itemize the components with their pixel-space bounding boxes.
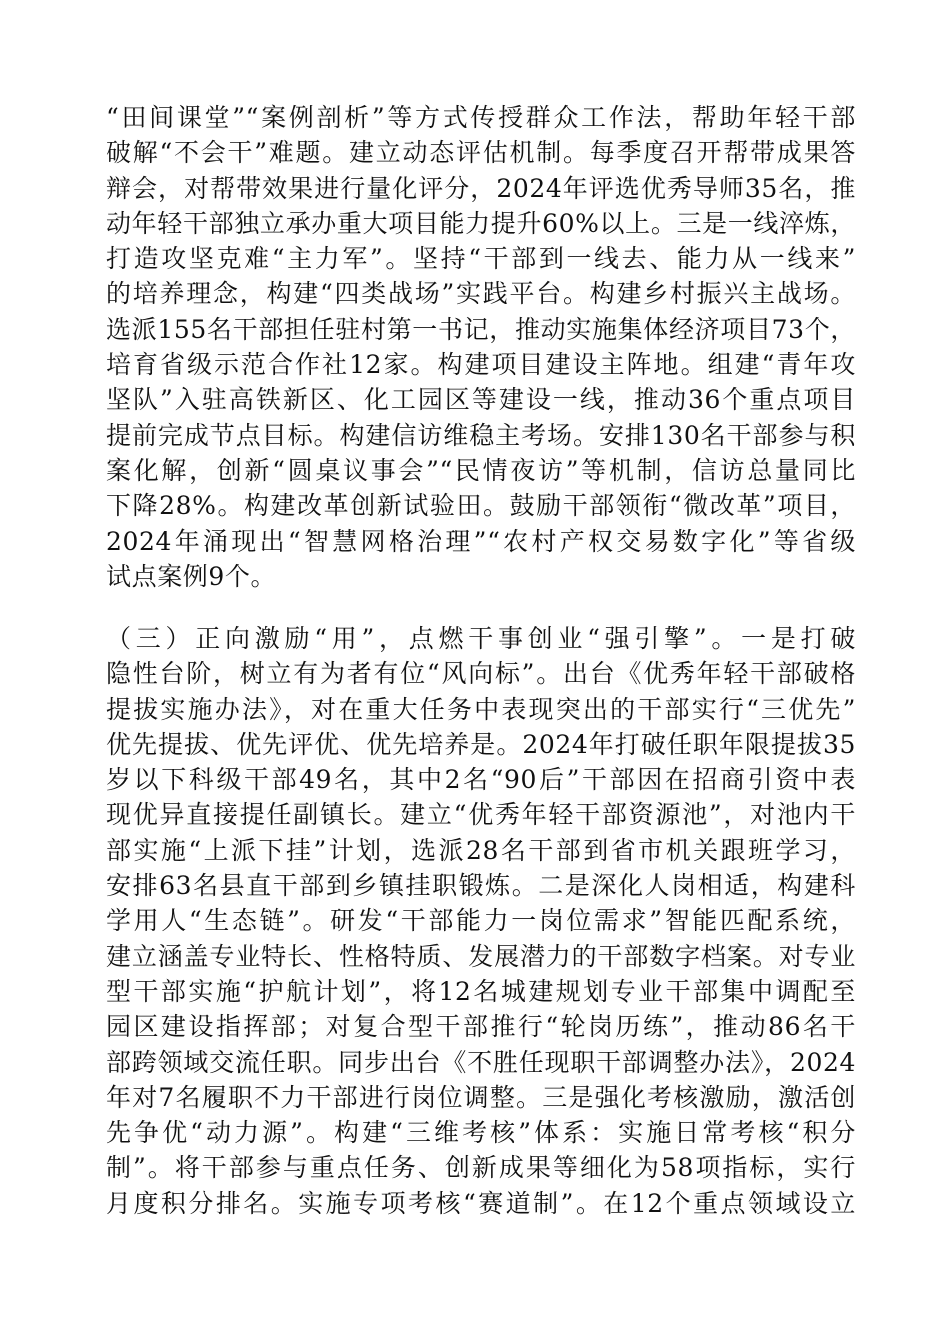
text-line: “田间课堂”“案例剖析”等方式传授群众工作法，帮助年轻干部 (106, 103, 856, 132)
text-line: 学用人“生态链”。研发“干部能力一岗位需求”智能匹配系统， (106, 906, 856, 936)
text-line: 建立涵盖专业特长、性格特质、发展潜力的干部数字档案。对专业 (106, 941, 856, 971)
text-line: 优先提拔、优先评优、优先培养是。2024年打破任职年限提拔35 (106, 729, 856, 759)
paragraph-1 (106, 100, 856, 594)
text-line: 案化解，创新“圆桌议事会”“民情夜访”等机制，信访总量同比 (106, 455, 856, 485)
text-line: 坚队”入驻高铁新区、化工园区等建设一线，推动36个重点项目 (106, 385, 856, 415)
text-line: 破解“不会干”难题。建立动态评估机制。每季度召开帮带成果答 (106, 138, 856, 168)
text-line: 打造攻坚克难“主力军”。坚持“干部到一线去、能力从一线来” (106, 244, 856, 274)
text-line: 月度积分排名。实施专项考核“赛道制”。在12个重点领域设立 (106, 1188, 856, 1218)
text-line: 岁以下科级干部49名，其中2名“90后”干部因在招商引资中表 (106, 765, 856, 795)
text-line: 辩会，对帮带效果进行量化评分，2024年评选优秀导师35名，推 (106, 173, 856, 203)
text-line: 现优异直接提任副镇长。建立“优秀年轻干部资源池”，对池内干 (106, 800, 856, 830)
text-line: 提前完成节点目标。构建信访维稳主考场。安排130名干部参与积 (106, 420, 856, 450)
paragraph-2 (106, 621, 856, 1221)
text-line: 动年轻干部独立承办重大项目能力提升60%以上。三是一线淬炼， (106, 208, 856, 238)
text-line: 选派155名干部担任驻村第一书记，推动实施集体经济项目73个， (106, 314, 856, 344)
text-line: 部实施“上派下挂”计划，选派28名干部到省市机关跟班学习， (106, 835, 856, 865)
text-line: （三）正向激励“用”，点燃干事创业“强引擎”。一是打破 (106, 624, 856, 653)
text-line: 型干部实施“护航计划”，将12名城建规划专业干部集中调配至 (106, 976, 856, 1006)
text-line: 园区建设指挥部；对复合型干部推行“轮岗历练”，推动86名干 (106, 1012, 856, 1042)
text-line: 安排63名县直干部到乡镇挂职锻炼。二是深化人岗相适，构建科 (106, 871, 856, 901)
text-line: 下降28%。构建改革创新试验田。鼓励干部领衔“微改革”项目， (106, 491, 856, 521)
text-line: 年对7名履职不力干部进行岗位调整。三是强化考核激励，激活创 (106, 1082, 856, 1112)
text-line: 先争优“动力源”。构建“三维考核”体系：实施日常考核“积分 (106, 1118, 856, 1148)
text-line: 的培养理念，构建“四类战场”实践平台。构建乡村振兴主战场。 (106, 279, 856, 309)
text-line: 试点案例9个。 (106, 561, 277, 591)
text-line: 提拔实施办法》，对在重大任务中表现突出的干部实行“三优先” (106, 694, 856, 724)
text-line: 制”。将干部参与重点任务、创新成果等细化为58项指标，实行 (106, 1153, 856, 1183)
text-line: 隐性台阶，树立有为者有位“风向标”。出台《优秀年轻干部破格 (106, 659, 856, 689)
text-line: 2024年涌现出“智慧网格治理”“农村产权交易数字化”等省级 (106, 526, 856, 556)
text-line: 部跨领域交流任职。同步出台《不胜任现职干部调整办法》，2024 (106, 1047, 856, 1077)
text-line: 培育省级示范合作社12家。构建项目建设主阵地。组建“青年攻 (106, 350, 856, 380)
